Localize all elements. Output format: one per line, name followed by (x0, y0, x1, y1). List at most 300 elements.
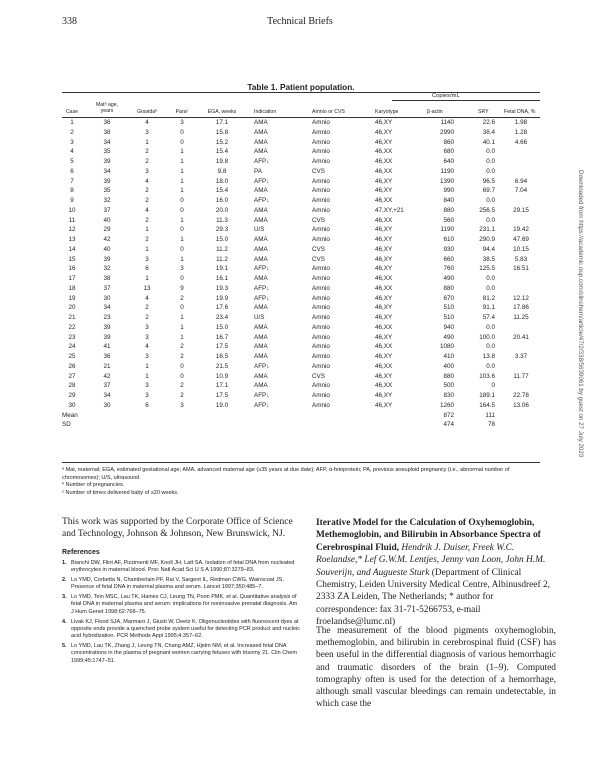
table-cell: 46,XY (375, 314, 393, 321)
table-cell: AMA (254, 382, 268, 390)
table-cell: CVS (312, 372, 325, 380)
table-cell: Amnio (312, 401, 330, 409)
footnote-para: ᶜ Number of times delivered baby of ≥20 weeks. (62, 489, 179, 496)
table-cell: 680 (443, 148, 454, 156)
table-cell: 29.3 (215, 226, 229, 234)
table-cell: 0.0 (486, 158, 495, 165)
table-cell: 1 (145, 362, 149, 370)
table-cell: Amnio (312, 314, 330, 321)
table-cell: 872 (443, 411, 454, 419)
table-cell: 27 (68, 372, 76, 380)
table-cell: 69.7 (482, 187, 495, 195)
table-row (62, 294, 540, 304)
table-cell: 15.0 (215, 323, 229, 331)
table-cell: 0.0 (486, 284, 495, 292)
reference-text: Livak KJ, Flood SJA, Marmaro J, Giusti W, Deetz K. Oligonucleotides with fluorescent dyes at opposite ends provide a quenched probe system useful for detecting PCR product and nucleic acid hybridization. PCR Methods Appl 1995;4:357–62. (71, 618, 301, 640)
table-cell: 30 (103, 401, 111, 409)
table-cell: 2 (145, 158, 149, 165)
table-cell: 7 (70, 177, 74, 185)
table-cell: 94.4 (482, 245, 495, 253)
table-row (62, 118, 540, 128)
table-cell: 38 (103, 128, 111, 136)
table-cell: 4 (70, 148, 74, 156)
references-list (62, 560, 300, 667)
table-cell: 35 (103, 187, 111, 195)
table-cell: 4.66 (514, 138, 528, 146)
table-cell: 20.41 (513, 333, 529, 341)
table-cell: 1190 (440, 226, 454, 234)
table-cell: 5 (70, 158, 74, 165)
download-watermark (576, 170, 586, 750)
table-cell: 46,XY (375, 294, 393, 302)
table-cell: Amnio (312, 265, 330, 273)
table-cell: 11 (68, 216, 76, 224)
table-cell: 32 (103, 265, 111, 273)
table-row (62, 303, 540, 313)
table-cell: 20 (68, 304, 76, 312)
table-row (62, 206, 540, 216)
table-row (62, 420, 540, 430)
table-cell: 164.5 (479, 401, 495, 409)
table-cell: 4 (145, 177, 149, 185)
table-cell: 0.0 (486, 275, 495, 282)
table-cell: 22.6 (482, 119, 495, 126)
table-cell: 3 (145, 382, 149, 390)
table-cell: 30 (103, 294, 111, 302)
table-cell: AMA (254, 343, 268, 351)
table-cell: 0.0 (486, 167, 495, 175)
table-cell: 1 (180, 236, 184, 243)
table-cell: 23.4 (215, 314, 229, 321)
table-cell: 0.0 (486, 148, 495, 156)
table-cell: Amnio (312, 138, 330, 146)
table-cell: 490 (443, 275, 454, 282)
col-gravida: Gravidaᵇ (136, 109, 158, 115)
table-cell: 1 (70, 119, 74, 126)
table-cell: 46,XY (375, 187, 393, 195)
table-bottom-rule (62, 462, 540, 463)
table-cell: 103.6 (479, 372, 495, 380)
table-cell: Amnio (312, 177, 330, 185)
table-cell: 19.42 (513, 226, 529, 234)
table-row (62, 274, 540, 284)
table-cell: 510 (443, 304, 454, 312)
table-cell: 46,XY (375, 128, 393, 136)
table-cell: 32 (103, 197, 111, 204)
table-cell: Amnio (312, 128, 330, 136)
table-cell: AMA (254, 187, 268, 195)
table-row (62, 186, 540, 196)
table-cell: 6 (145, 401, 149, 409)
table-cell: 17.1 (215, 119, 229, 126)
table-cell: 34 (103, 167, 111, 175)
table-cell: AFP↓ (254, 284, 270, 292)
table-cell: 16 (68, 265, 76, 273)
table-cell: Amnio (312, 353, 330, 360)
table-cell: 39 (103, 177, 111, 185)
table-cell: 38.4 (482, 128, 495, 136)
table-row (62, 411, 540, 421)
table-cell: U/S (254, 314, 265, 321)
table-cell: 39 (103, 323, 111, 331)
table-row (62, 138, 540, 148)
table-cell: 3 (145, 128, 149, 136)
table-cell: 37 (103, 206, 111, 214)
table-cell: 0.0 (486, 343, 495, 351)
table-cell: 46,XY (375, 265, 393, 273)
table-cell: 1 (145, 138, 149, 146)
table-cell: AMA (254, 236, 268, 243)
table-cell: 1 (180, 148, 184, 156)
table-row (62, 235, 540, 245)
table-cell: 12.12 (513, 294, 529, 302)
table-cell: 91.1 (482, 304, 495, 312)
col-indication: Indication (254, 109, 277, 115)
table-cell: 231.1 (479, 226, 495, 234)
table-cell: 2 (145, 148, 149, 156)
table-cell: 2 (70, 128, 74, 136)
table-cell: 19.1 (215, 265, 229, 273)
table-cell: 19.8 (215, 158, 229, 165)
table-cell: Amnio (312, 197, 330, 204)
table-cell: Amnio (312, 323, 330, 331)
table-cell: 16.1 (215, 275, 229, 282)
table-cell: 15.2 (215, 138, 229, 146)
reference-item (62, 577, 300, 592)
table-cell: AMA (254, 148, 268, 156)
table-cell: 19.0 (215, 401, 229, 409)
table-cell: 256.5 (479, 206, 495, 214)
table-cell: 3 (145, 353, 149, 360)
table-cell: 189.1 (479, 392, 495, 399)
reference-number: 1. (62, 560, 67, 566)
table-cell: 26 (68, 362, 76, 370)
table-cell: 38 (103, 275, 111, 282)
table-cell: Amnio (312, 236, 330, 243)
table-cell: Amnio (312, 158, 330, 165)
table-cell: Amnio (312, 392, 330, 399)
table-cell: AFP↓ (254, 177, 270, 185)
table-cell: 11.25 (513, 314, 529, 321)
reference-text: Lo YMD, Corbetta N, Chamberlain PF, Rai V, Sargent IL, Redman CWG, Wainscoat JS. Presence of fetal DNA in maternal plasma and serum. Lancet 1997;350:485–7. (71, 577, 284, 591)
table-cell: 42 (103, 236, 111, 243)
table-cell: AMA (254, 372, 268, 380)
table-cell: 34 (103, 138, 111, 146)
table-cell: 640 (443, 158, 454, 165)
table-cell: 14 (68, 245, 76, 253)
article-body: The measurement of the blood pigments oxyhemoglobin, methemoglobin, and bilirubin in cerebrospinal fluid (CSF) has been useful in the differential diagnosis of various hemorrhagic and traumatic disorders of the brain (1–9). Computed tomography often is used for the detection of a hemorrhage, although small vascular bleedings can remain undetectable, in which case the (316, 626, 556, 710)
table-row (62, 323, 540, 333)
table-cell: AMA (254, 245, 268, 253)
table-cell: 500 (443, 382, 454, 390)
reference-item (62, 643, 300, 665)
table-cell: 0 (180, 304, 184, 312)
table-cell: 17.5 (215, 343, 229, 351)
table-cell: 2 (145, 216, 149, 224)
table-cell: 25 (68, 353, 76, 360)
download-note-text: Downloaded from https://academic.oup.com/clinchem/article/47/2/338/5639061 by guest on 27 July 2023 (577, 170, 584, 458)
table-cell: 2 (145, 197, 149, 204)
table-cell: 23 (68, 333, 76, 341)
table-cell: CVS (312, 216, 325, 224)
table-cell: 4 (145, 343, 149, 351)
table-cell: U/S (254, 226, 265, 234)
copies-header: Copies/mL (432, 93, 460, 99)
table-cell: 560 (443, 216, 454, 224)
col-amnio-cvs: Amnio or CVS (312, 109, 345, 115)
col-sry: SRY (478, 109, 489, 115)
table-cell: Amnio (312, 206, 330, 214)
table-row (62, 333, 540, 343)
table-row (62, 401, 540, 411)
table-cell: 940 (443, 323, 454, 331)
table-cell: 47,XY,+21 (375, 206, 404, 214)
table-cell: 11.2 (216, 245, 228, 253)
table-cell: 3 (145, 323, 149, 331)
table-cell: 15.0 (215, 236, 229, 243)
table-cell: 19.3 (215, 284, 229, 292)
reference-item (62, 594, 300, 616)
table-cell: 9 (180, 284, 184, 292)
table-cell: 29.15 (513, 206, 529, 214)
table-cell: 42 (103, 372, 111, 380)
col-case: Case (65, 109, 79, 115)
footnote-gravida: ᵇ Number of pregnancies. (62, 482, 125, 488)
table-cell: 13 (143, 284, 151, 292)
col-fetal-dna: Fetal DNA, % (504, 109, 536, 115)
table-cell: Amnio (312, 119, 330, 126)
table-cell: 6 (145, 265, 149, 273)
table-cell: 11.2 (216, 255, 228, 263)
table-cell: 3 (180, 401, 184, 409)
table-cell: 46,XX (375, 382, 393, 390)
table-cell: 930 (443, 245, 454, 253)
table-cell: 16.51 (513, 265, 529, 273)
table-cell: 29 (68, 392, 76, 399)
table-cell: 410 (443, 353, 454, 360)
table-cell: 39 (103, 333, 111, 341)
table-row (62, 245, 540, 255)
table-cell: 0.0 (486, 362, 495, 370)
reference-text: Lo YMD, Lau TK, Zhang J, Leung TN, Chang AMZ, Hjelm NM, et al. Increased fetal DNA concentrations in the plasma of pregnant women carrying fetuses with trisomy 21. Clin Chem 1999;45:1747–51. (71, 642, 297, 664)
table-row (62, 391, 540, 401)
col-mat-age: Matᵃ age, years (95, 102, 119, 114)
table-title: Table 1. Patient population. (247, 82, 355, 92)
table-cell: 57.4 (482, 314, 495, 321)
table-cell: 5.83 (514, 255, 528, 263)
table-cell: Amnio (312, 333, 330, 341)
table-cell: AFP↓ (254, 392, 270, 399)
table-cell: 13 (68, 236, 76, 243)
table-cell: AMA (254, 275, 268, 282)
table-cell: AMA (254, 333, 268, 341)
table-cell: 0 (180, 362, 184, 370)
table-cell: 36 (103, 353, 111, 360)
table-cell: 100.0 (479, 333, 495, 341)
table-cell: 18.0 (215, 177, 229, 185)
table-cell: Amnio (312, 362, 330, 370)
table-cell: AFP↓ (254, 401, 270, 409)
table-cell: 37 (103, 382, 111, 390)
table-cell: 46,XY (375, 353, 393, 360)
table-row (62, 147, 540, 157)
table-cell: 20.0 (215, 206, 229, 214)
table-cell: 2 (180, 343, 184, 351)
table-cell: 15 (68, 255, 76, 263)
table-cell: 41 (103, 343, 111, 351)
table-row (62, 381, 540, 391)
table-header-row (62, 101, 540, 117)
table-cell: 1190 (440, 167, 454, 175)
article-title: Iterative Model for the Calculation of Oxyhemoglobin, Methemoglobin, and Bilirubin in Absorbance Spectra of Cerebrospinal Fluid, (316, 518, 541, 553)
table-cell: 3.37 (514, 353, 528, 360)
table-cell: 46,XX (375, 158, 393, 165)
table-cell: 46,XY (375, 392, 393, 399)
table-cell: 3 (145, 333, 149, 341)
table-cell: 2 (145, 304, 149, 312)
table-cell: 46,XX (375, 148, 393, 156)
table-cell: 510 (443, 314, 454, 321)
table-cell: 46,XX (375, 362, 393, 370)
reference-number: 5. (62, 642, 67, 649)
table-cell: 1.98 (514, 119, 528, 126)
page-number: 338 (62, 16, 77, 27)
table-row (62, 216, 540, 226)
table-row (62, 157, 540, 167)
table-cell: 860 (443, 138, 454, 146)
table-cell: 46,XY (375, 372, 393, 380)
table-cell: 34 (103, 304, 111, 312)
table-cell: 46,XY (375, 255, 393, 263)
table-row (62, 284, 540, 294)
table-cell: 11.3 (216, 216, 228, 224)
table-cell: 36 (103, 119, 111, 126)
table-cell: AMA (254, 138, 268, 146)
table-cell: AMA (254, 216, 268, 224)
table-cell: 16.7 (215, 333, 229, 341)
table-cell: 760 (443, 265, 454, 273)
table-cell: 1 (145, 226, 149, 234)
table-cell: 1 (180, 158, 184, 165)
table-cell: 10 (68, 206, 76, 214)
table-cell: 111 (485, 411, 495, 419)
table-cell: 1260 (439, 401, 454, 409)
table-cell: 46,XY (375, 177, 393, 185)
table-cell: 0 (180, 128, 184, 136)
table-cell: 3 (180, 119, 184, 126)
table-cell: 1 (180, 333, 184, 341)
table-cell: 670 (443, 294, 454, 302)
table-footnotes (62, 467, 540, 497)
table-cell: 22.78 (513, 392, 529, 399)
table-cell: 1 (180, 177, 184, 185)
table-cell: 0 (180, 245, 184, 253)
table-cell: 21 (68, 314, 76, 321)
table-cell: 46,XY (375, 333, 393, 341)
table-row (62, 352, 540, 362)
table-cell: 0.0 (486, 323, 495, 331)
reference-number: 3. (62, 594, 67, 601)
table-cell: 46,XX (375, 343, 393, 351)
article-heading (316, 517, 556, 629)
footnote-abbreviations: ᵃ Mat, maternal; EGA, estimated gestational age; AMA, advanced maternal age (≥35 years at due date); AFP, α-fetoprotein; PA, previous aneuploid pregnancy (i.e., abnormal number of chromosomes); U/S, ultrasound. (62, 467, 510, 481)
table-cell: 19.9 (215, 294, 229, 302)
table-cell: 46,XY (375, 236, 393, 243)
table-cell: Amnio (312, 226, 330, 234)
table-cell: 0 (180, 206, 184, 214)
table-cell: 0 (180, 275, 184, 282)
table-cell: 22 (68, 323, 76, 331)
table-row (62, 362, 540, 372)
reference-number: 2. (62, 577, 67, 584)
table-cell: 9.8 (217, 167, 227, 175)
table-cell: Amnio (312, 148, 330, 156)
table-cell: 880 (443, 372, 454, 380)
table-cell: 125.5 (479, 265, 495, 273)
table-cell: 474 (443, 421, 454, 429)
table-row (62, 313, 540, 323)
table-cell: 3 (145, 167, 149, 175)
table-cell: 39 (103, 255, 111, 263)
col-karyotype: Karyotype (375, 109, 399, 115)
table-cell: 3 (145, 392, 149, 399)
table-cell: 840 (443, 197, 454, 204)
table-cell: 35 (103, 148, 111, 156)
table-cell: CVS (312, 255, 325, 263)
table-cell: 46,XX (375, 216, 393, 224)
table-cell: 46,XY (375, 119, 393, 126)
table-cell: 1 (180, 216, 184, 224)
table-cell: 17.5 (215, 392, 229, 399)
table-cell: AMA (254, 206, 268, 214)
table-cell: 3 (70, 138, 74, 146)
table-cell: 1 (180, 187, 184, 195)
table-cell: 19 (68, 294, 76, 302)
table-row (62, 225, 540, 235)
table-cell: 46,XX (375, 284, 393, 292)
col-beta-actin: β-actin (427, 109, 443, 115)
table-cell: 2 (145, 314, 149, 321)
table-cell: 9 (70, 197, 74, 204)
table-cell: 6 (70, 167, 74, 175)
table-cell: AFP↓ (254, 197, 270, 204)
table-top-rule (62, 92, 540, 93)
table-row (62, 167, 540, 177)
table-cell: 10.9 (215, 372, 229, 380)
table-cell: 990 (443, 187, 454, 195)
table-cell: 21 (103, 362, 111, 370)
table-cell: AMA (254, 119, 268, 126)
table-cell: 1 (145, 275, 149, 282)
table-cell: 12 (68, 226, 76, 234)
table-cell: 17 (68, 275, 76, 282)
table-cell: AMA (254, 323, 268, 331)
table-row (62, 128, 540, 138)
table-cell: 1 (180, 167, 184, 175)
table-cell: 15.8 (215, 128, 229, 136)
table-cell: 37 (103, 284, 111, 292)
table-cell: Amnio (312, 294, 330, 302)
table-cell: Amnio (312, 275, 330, 282)
table-cell: 880 (443, 284, 454, 292)
table-cell: CVS (312, 245, 325, 253)
table-cell: 1 (180, 314, 184, 321)
table-cell: 47.69 (513, 236, 529, 243)
table-cell: 0.0 (486, 216, 495, 224)
table-cell: 15.4 (215, 148, 229, 156)
table-cell: 81.2 (482, 294, 495, 302)
table-cell: 1140 (440, 119, 454, 126)
